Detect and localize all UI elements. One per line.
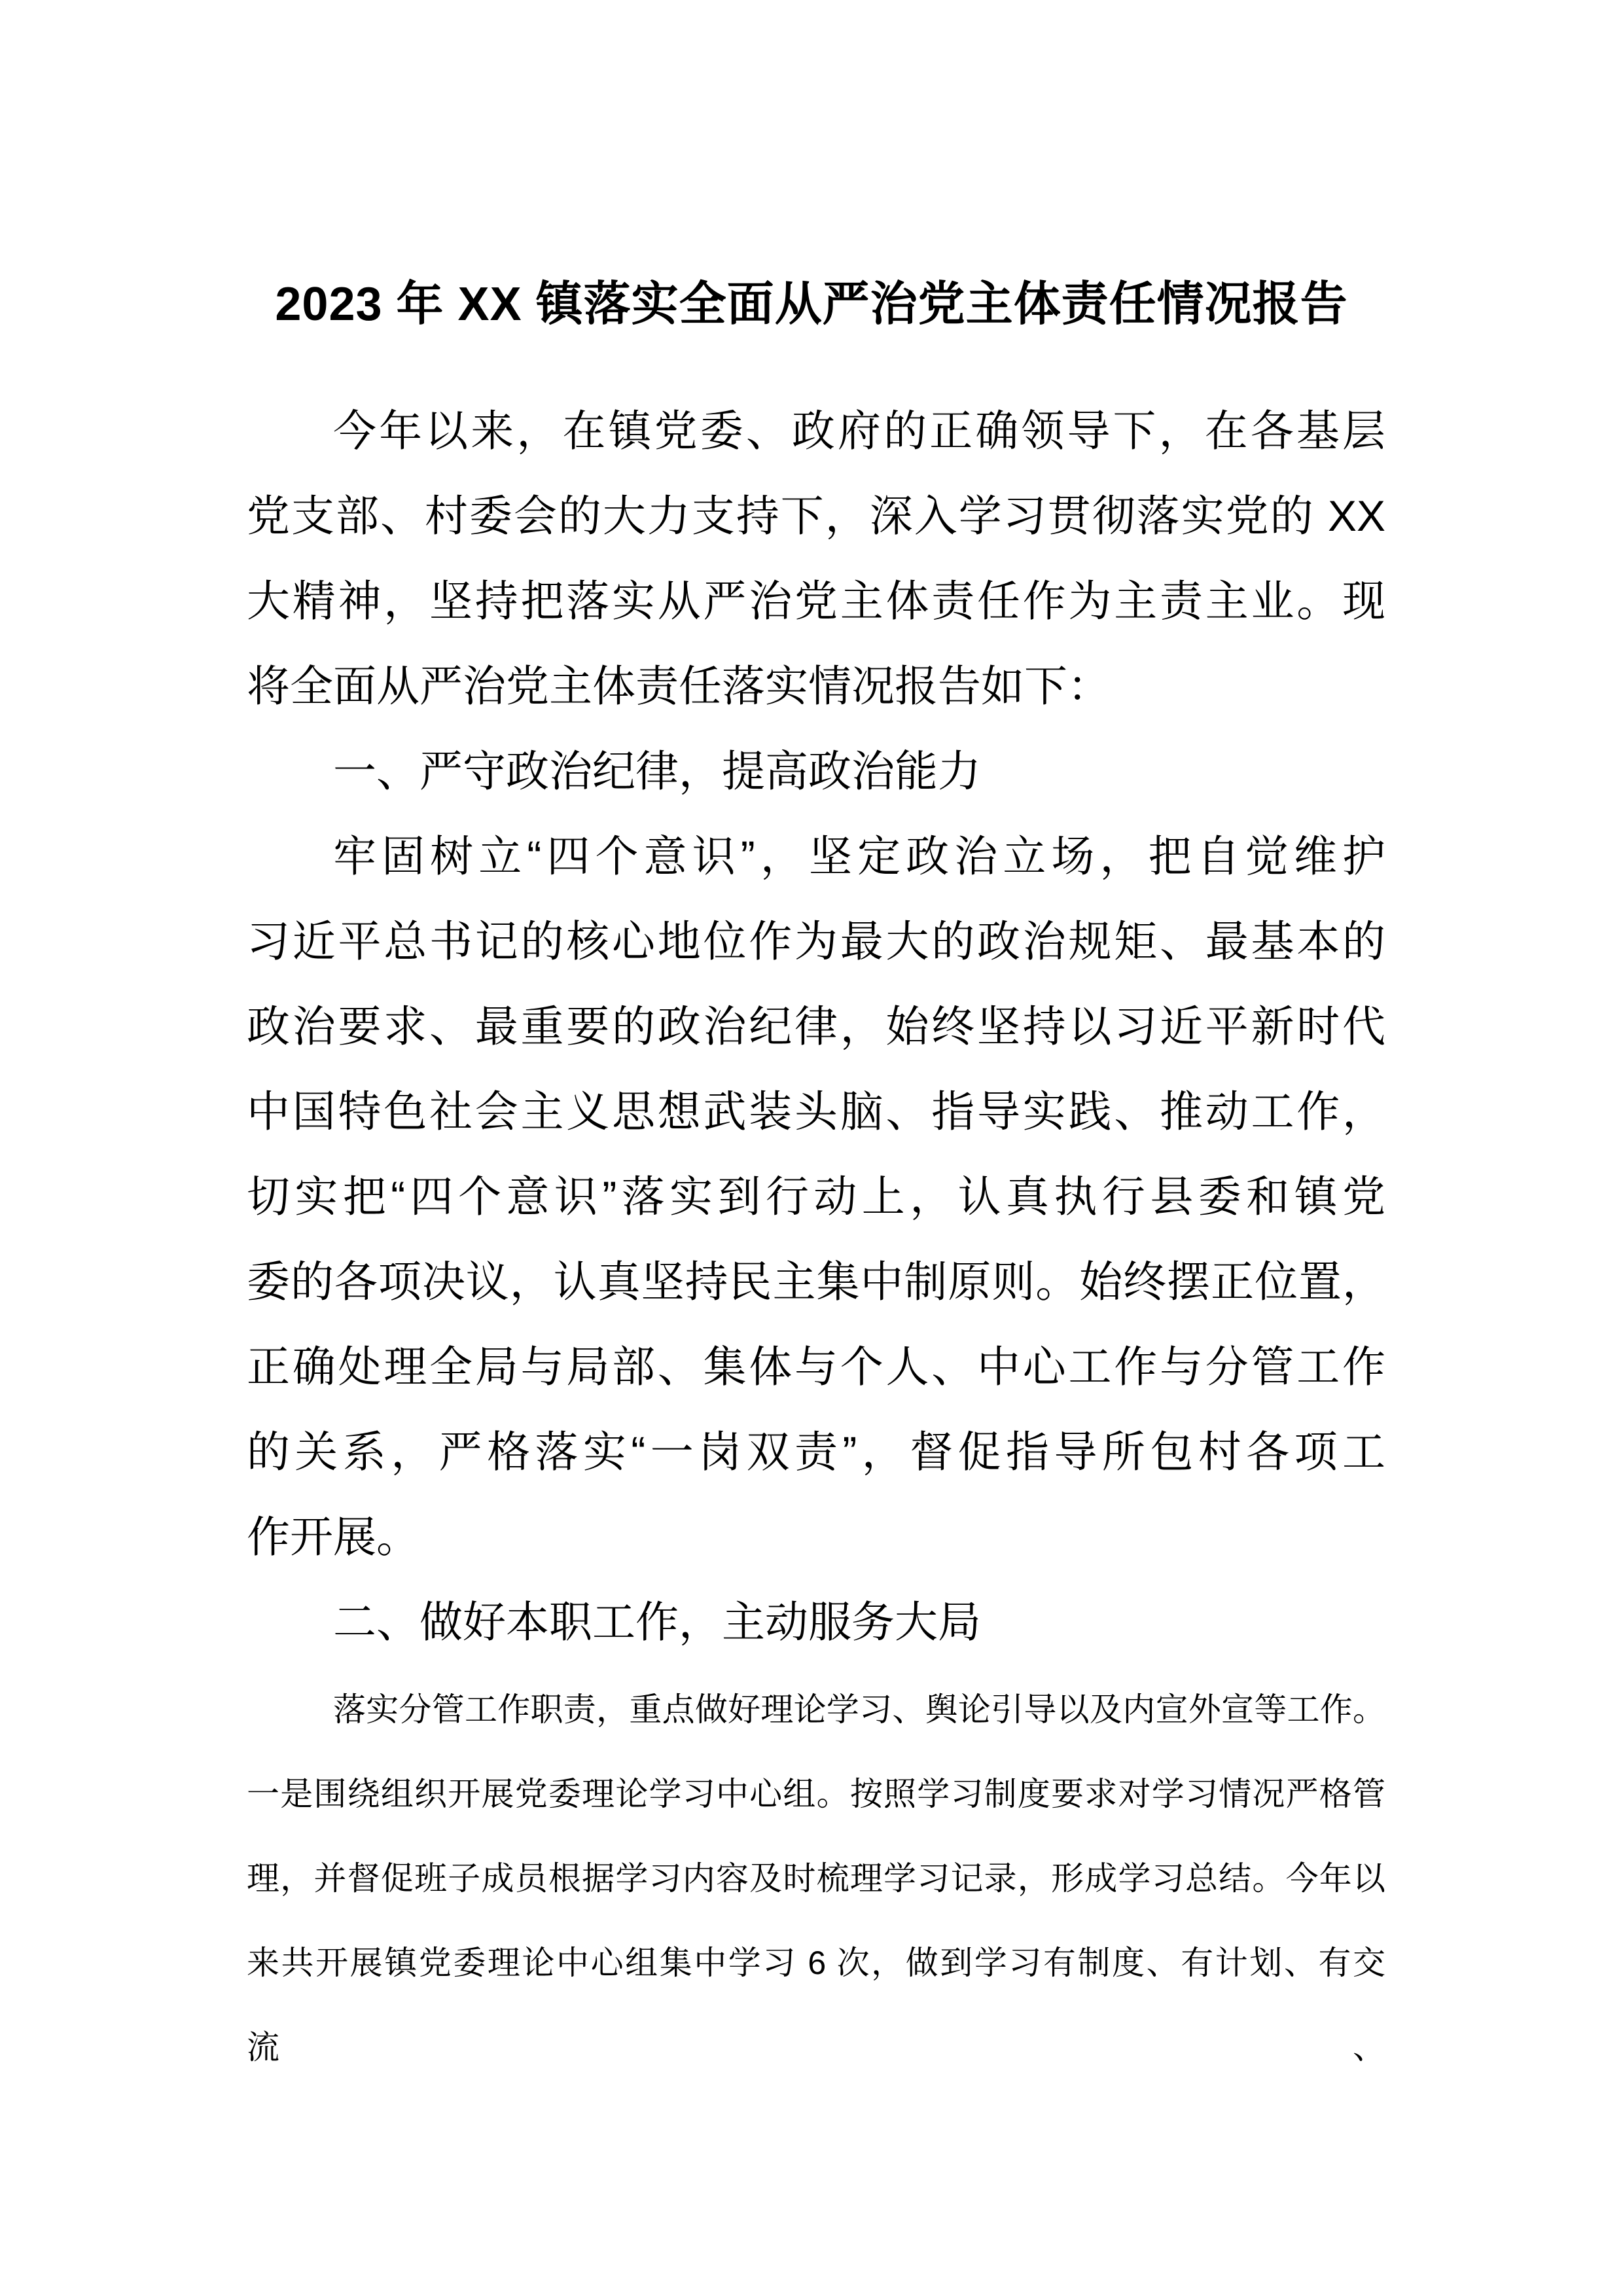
section-heading-line: 二、做好本职工作，主动服务大局 [333,1598,981,1646]
small-text-line: 落实分管工作职责，重点做好理论学习、舆论引导以及内宣外宣等工作。 [333,1691,1385,1728]
body-text-line: 中国特色社会主义思想武装头脑、指导实践、推动工作， [247,1087,1385,1136]
document-body [247,388,1385,2066]
body-text-line: 的关系，严格落实“一岗双责”，督促指导所包村各项工 [247,1427,1385,1476]
small-paragraphs [247,1668,1385,2066]
body-text-line: 牢固树立“四个意识”，坚定政治立场，把自觉维护 [333,832,1385,880]
small-text-line: 一是围绕组织开展党委理论学习中心组。按照学习制度要求对学习情况严格管 [247,1776,1385,1812]
body-text-line: 将全面从严治党主体责任落实情况报告如下： [247,662,1111,710]
body-text-line: 习近平总书记的核心地位作为最大的政治规矩、最基本的 [247,917,1385,965]
body-text-line: 大精神，坚持把落实从严治党主体责任作为主责主业。现 [247,577,1385,625]
body-text-line: 政治要求、最重要的政治纪律，始终坚持以习近平新时代 [247,1002,1385,1050]
body-text-line: 党支部、村委会的大力支持下，深入学习贯彻落实党的 XX [247,492,1385,540]
small-text-line: 理，并督促班子成员根据学习内容及时梳理学习记录，形成学习总结。今年以 [247,1860,1385,1897]
body-text-line: 正确处理全局与局部、集体与个人、中心工作与分管工作 [247,1342,1385,1391]
document-title: 2023 年 XX 镇落实全面从严治党主体责任情况报告 [275,278,1348,331]
body-text-line: 作开展。 [247,1513,419,1561]
main-paragraphs [247,388,1385,1664]
body-text-line: 切实把“四个意识”落实到行动上，认真执行县委和镇党 [247,1172,1385,1221]
small-text-line: 来共开展镇党委理论中心组集中学习 6 次，做到学习有制度、有计划、有交流、 [247,1945,1385,2066]
body-text-line: 今年以来，在镇党委、政府的正确领导下，在各基层 [333,406,1385,455]
body-text-line: 委的各项决议，认真坚持民主集中制原则。始终摆正位置， [247,1257,1385,1306]
section-heading-line: 一、严守政治纪律，提高政治能力 [333,747,981,795]
